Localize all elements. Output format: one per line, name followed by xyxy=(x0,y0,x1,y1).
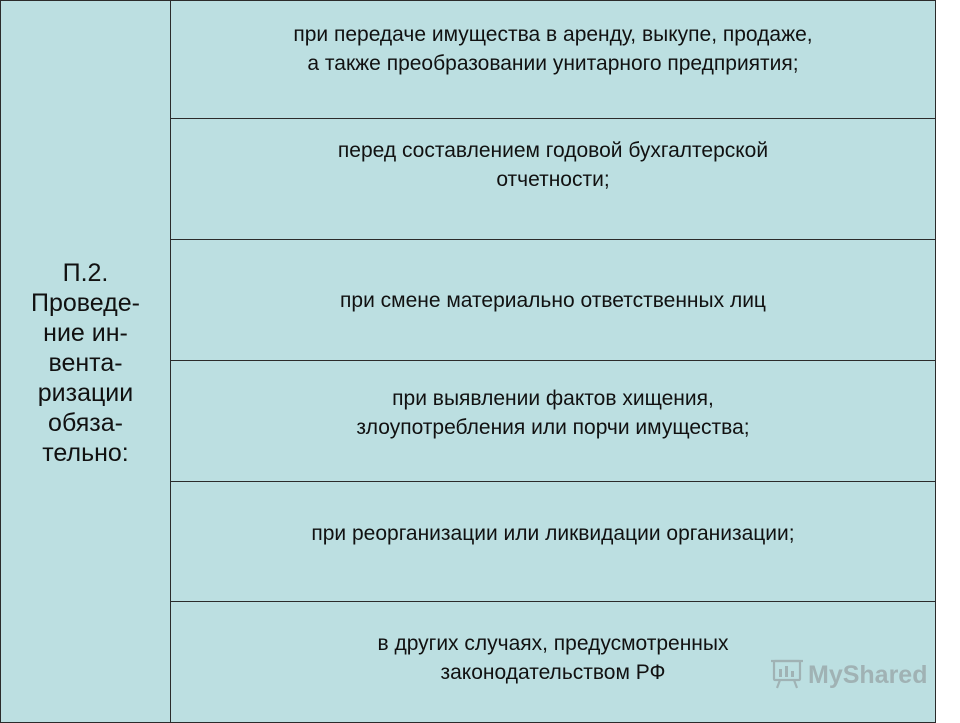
case-text: при передаче имущества в аренду, выкупе, продаже, а также преобразовании унитарного предприятия; xyxy=(293,22,813,75)
case-cell xyxy=(171,1,936,119)
case-cell xyxy=(171,119,936,240)
case-text: при реорганизации или ликвидации организации; xyxy=(311,522,795,545)
presentation-board-icon xyxy=(768,655,928,695)
case-text: при смене материально ответственных лиц xyxy=(340,288,766,312)
table-row xyxy=(1,1,936,119)
watermark-brand: MyShared xyxy=(808,661,928,689)
case-text: в других случаях, предусмотренных законодательством РФ xyxy=(377,632,729,684)
case-cell xyxy=(171,240,936,361)
case-text: перед составлением годовой бухгалтерской отчетности; xyxy=(337,139,769,191)
case-cell xyxy=(171,482,936,602)
heading-cell xyxy=(1,1,171,723)
heading-label: П.2. Проведе- ние ин- вента- ризации обяза- тельно: xyxy=(31,258,140,467)
case-text: при выявлении фактов хищения, злоупотребления или порчи имущества; xyxy=(356,387,750,439)
watermark-logo xyxy=(768,655,928,695)
case-cell xyxy=(171,361,936,482)
